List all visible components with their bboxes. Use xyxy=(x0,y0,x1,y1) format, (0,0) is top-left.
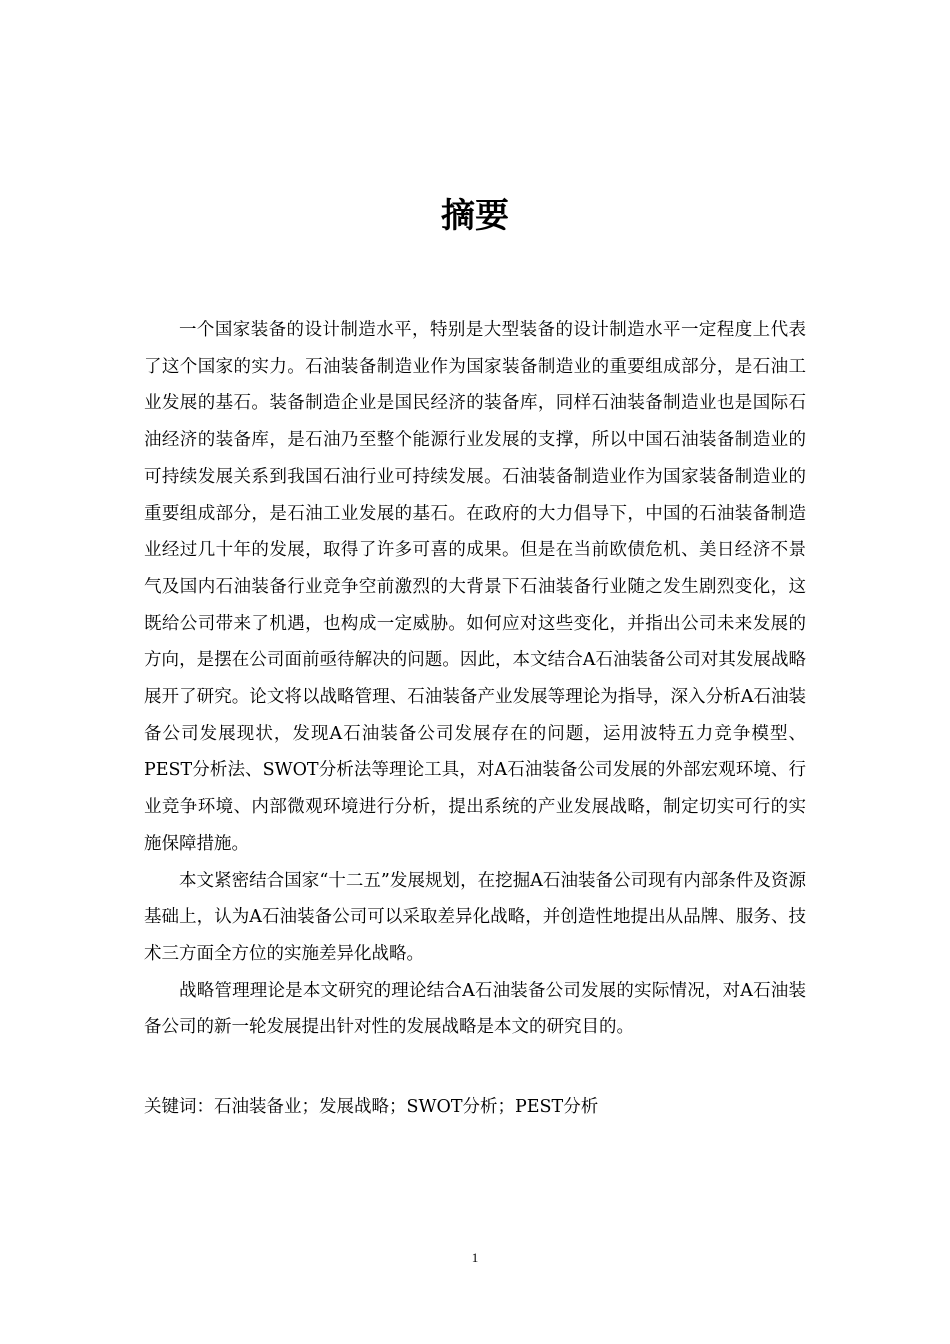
keywords-line: 关键词：石油装备业；发展战略；SWOT分析；PEST分析 xyxy=(144,1097,599,1117)
page-number: 1 xyxy=(471,1250,479,1265)
abstract-paragraph-1: 一个国家装备的设计制造水平，特别是大型装备的设计制造水平一定程度上代表了这个国家的实力。石油装备制造业作为国家装备制造业的重要组成部分，是石油工业发展的基石。装备制造企业是国民经济的装备库，同样石油装备制造业也是国际石油经济的装备库，是石油乃至整个能源行业发展的支撑，所以中国石油装备制造业的可持续发展关系到我国石油行业可持续发展。石油装备制造业作为国家装备制造业的重要组成部分，是石油工业发展的基石。在政府的大力倡导下，中国的石油装备制造业经过几十年的发展，取得了许多可喜的成果。但是在当前欧债危机、美日经济不景气及国内石油装备行业竞争空前激烈的大背景下石油装备行业随之发生剧烈变化，这既给公司带来了机遇，也构成一定威胁。如何应对这些变化，并指出公司未来发展的方向，是摆在公司面前亟待解决的问题。因此，本文结合A石油装备公司对其发展战略展开了研究。论文将以战略管理、石油装备产业发展等理论为指导，深入分析A石油装备公司发展现状，发现A石油装备公司发展存在的问题，运用波特五力竞争模型、PEST分析法、SWOT分析法等理论工具，对A石油装备公司发展的外部宏观环境、行业竞争环境、内部微观环境进行分析，提出系统的产业发展战略，制定切实可行的实施保障措施。 xyxy=(144,320,806,854)
abstract-paragraph-3: 战略管理理论是本文研究的理论结合A石油装备公司发展的实际情况，对A石油装备公司的新一轮发展提出针对性的发展战略是本文的研究目的。 xyxy=(144,980,806,1038)
abstract-paragraph-2: 本文紧密结合国家“十二五”发展规划，在挖掘A石油装备公司现有内部条件及资源基础上，认为A石油装备公司可以采取差异化战略，并创造性地提出从品牌、服务、技术三方面全方位的实施差异化战略。 xyxy=(144,870,806,964)
abstract-body xyxy=(144,312,806,1046)
page-title: 摘要 xyxy=(441,196,509,236)
